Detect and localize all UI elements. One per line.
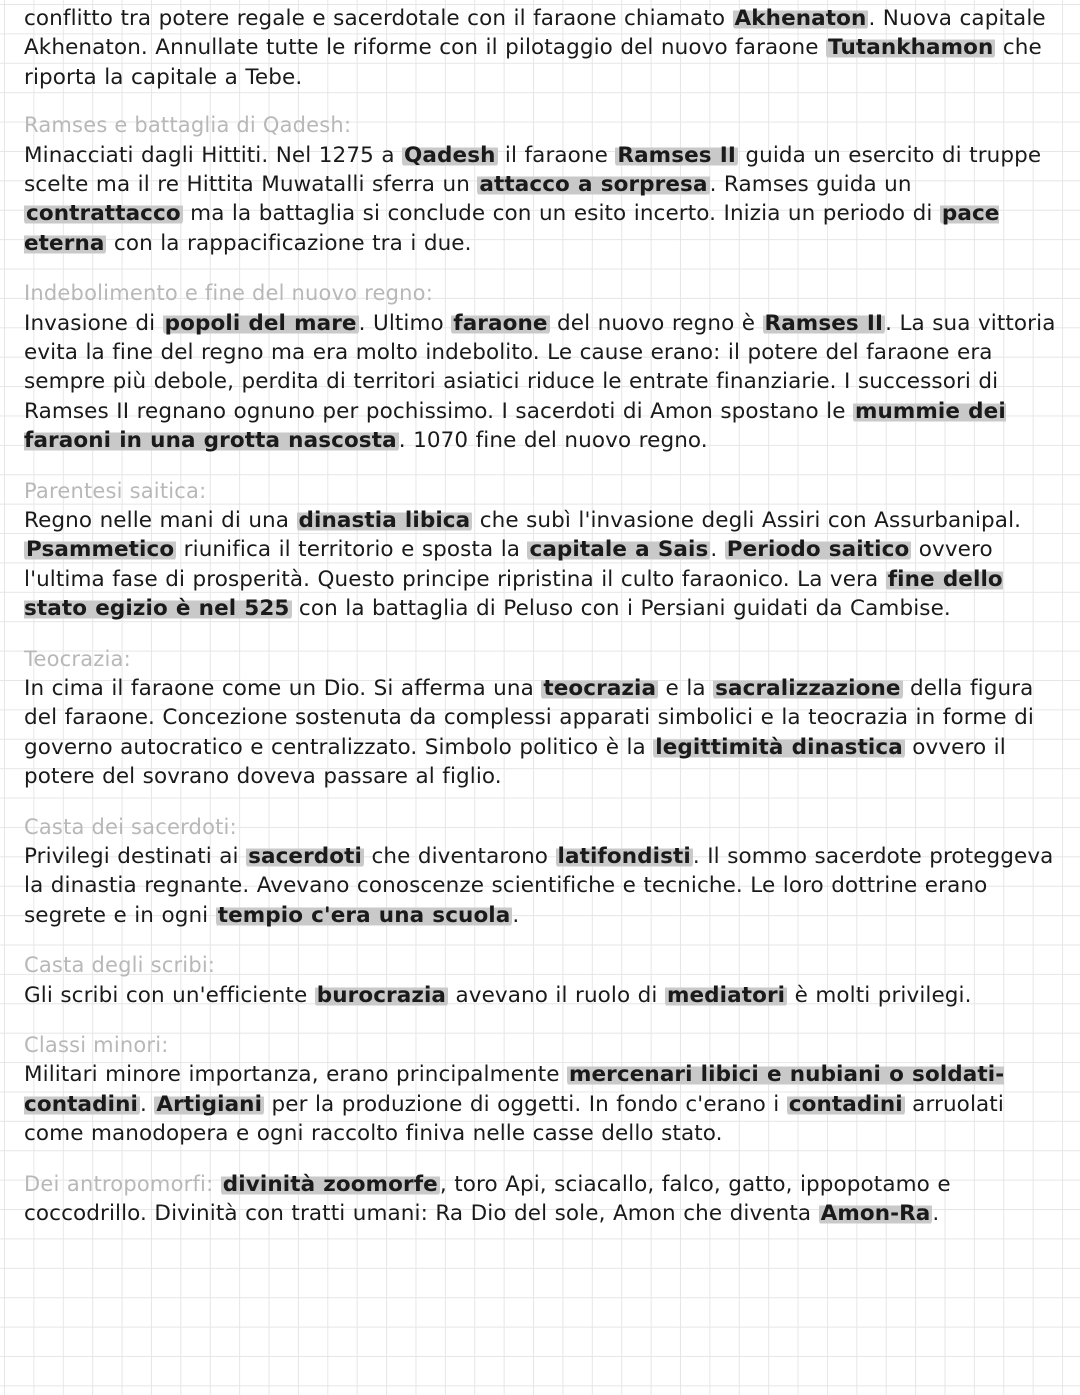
body-text: . Nuova capitale Akhenaton. Annullate tutte le riforme con il pilotaggio del nuovo faraone: [24, 6, 1046, 61]
highlighted-text: fine dello stato egizio è nel 525: [24, 566, 1003, 622]
body-text: avevano il ruolo di: [448, 982, 665, 1008]
highlighted-text: mummie dei faraoni in una grotta nascosta: [24, 398, 1006, 454]
body-text: che subì l'invasione degli Assiri con Assurbanipal.: [472, 508, 1022, 534]
body-text: con la battaglia di Peluso con i Persiani guidati da Cambise.: [291, 596, 951, 622]
body-text: Invasione di: [24, 310, 163, 336]
section-new-kingdom-end: [24, 279, 1064, 455]
section-heading: Teocrazia:: [24, 646, 131, 671]
section-heading: Casta degli scribi:: [24, 953, 216, 978]
paragraph: [24, 842, 1064, 930]
body-text: arruolati come manodopera e ogni raccolto finiva nelle casse dello stato.: [24, 1091, 1004, 1147]
body-text: . Ramses guida un: [709, 172, 912, 198]
section-heading: Casta dei sacerdoti:: [24, 814, 237, 839]
highlighted-text: Psammetico: [26, 537, 175, 563]
section-heading: Indebolimento e fine del nuovo regno:: [24, 281, 434, 306]
body-text: ovvero l'ultima fase di prosperità. Questo principe ripristina il culto faraonico. La vera: [24, 537, 993, 592]
paragraph: [24, 141, 1064, 259]
highlighted-text: sacerdoti: [248, 844, 363, 870]
section-scribes: [24, 951, 1064, 1010]
body-text: . La sua vittoria evita la fine del regno ma era molto indebolito. Le cause erano: il potere del faraone era sempre più debole, perdita di territori asiatici riduce le entrate finanziarie. I successori di Ramses II regnano ognuno per pochissimo. I sacerdoti di Amon spostano le: [24, 310, 1056, 424]
body-text: . Il sommo sacerdote proteggeva la dinastia regnante. Avevano conoscenze scientifiche e tecniche. Le loro dottrine erano segrete e in ogni: [24, 844, 1054, 928]
section-gods: [24, 1170, 1064, 1229]
section-minor-classes: [24, 1031, 1064, 1149]
highlighted-text: tempio c'era una scuola: [217, 902, 511, 928]
highlighted-text: attacco a sorpresa: [479, 172, 708, 198]
body-text: Gli scribi con un'efficiente: [24, 982, 315, 1008]
section-heading: Classi minori:: [24, 1033, 169, 1058]
highlighted-text: sacralizzazione: [715, 676, 901, 702]
highlighted-text: Artigiani: [156, 1091, 263, 1117]
body-text: riunifica il territorio e sposta la: [176, 537, 528, 563]
body-text: con la rappacificazione tra i due.: [106, 230, 472, 256]
body-text: . Ultimo: [358, 310, 452, 336]
highlighted-text: latifondisti: [557, 844, 691, 870]
highlighted-text: popoli del mare: [164, 310, 357, 336]
body-text: che riporta la capitale a Tebe.: [24, 35, 1042, 90]
body-text: .: [139, 1091, 155, 1117]
highlighted-text: faraone: [453, 310, 548, 336]
section-heading: Dei antropomorfi:: [24, 1171, 214, 1196]
highlighted-text: Amon-Ra: [820, 1201, 931, 1227]
highlighted-text: contrattacco: [26, 201, 181, 227]
body-text: .: [512, 902, 520, 928]
highlighted-text: Akhenaton: [734, 6, 867, 31]
body-text: .: [710, 537, 725, 563]
highlighted-text: contadini: [788, 1091, 903, 1117]
highlighted-text: legittimità dinastica: [655, 734, 903, 760]
section-intro: [24, 4, 1064, 92]
body-text: del nuovo regno è: [549, 310, 763, 336]
highlighted-text: divinità zoomorfe: [222, 1171, 438, 1197]
body-text: che diventarono: [364, 844, 556, 870]
body-text: Minacciati dagli Hittiti. Nel 1275 a: [24, 142, 403, 168]
section-qadesh: [24, 111, 1064, 258]
body-text: , toro Api, sciacallo, falco, gatto, ippopotamo e coccodrillo. Divinità con tratti umani: Ra Dio del sole, Amon che diventa: [24, 1171, 951, 1227]
body-text: . 1070 fine del nuovo regno.: [398, 428, 708, 454]
section-priests: [24, 813, 1064, 931]
body-text: ma la battaglia si conclude con un esito incerto. Inizia un periodo di: [182, 201, 940, 227]
body-text: della figura del faraone. Concezione sostenuta da complessi apparati simbolici e la teocrazia in forme di governo autocratico e centralizzato. Simbolo politico è la: [24, 676, 1034, 760]
body-text: per la produzione di oggetti. In fondo c'erano i: [264, 1091, 787, 1117]
body-text: Militari minore importanza, erano principalmente: [24, 1062, 567, 1088]
body-text: conflitto tra potere regale e sacerdotale con il faraone chiamato: [24, 6, 733, 31]
section-heading: Ramses e battaglia di Qadesh:: [24, 113, 352, 138]
paragraph: [24, 1060, 1064, 1148]
body-text: guida un esercito di truppe scelte ma il re Hittita Muwatalli sferra un: [24, 142, 1042, 198]
body-text: .: [932, 1201, 940, 1227]
highlighted-text: mercenari libici e nubiani o soldati-contadini: [24, 1062, 1005, 1117]
paragraph: [24, 1170, 1064, 1229]
paragraph: [24, 4, 1064, 92]
body-text: ovvero il potere del sovrano doveva passare al figlio.: [24, 734, 1006, 790]
highlighted-text: dinastia libica: [298, 508, 471, 534]
body-text: In cima il faraone come un Dio. Si afferma una: [24, 676, 542, 702]
body-text: Privilegi destinati ai: [24, 844, 247, 870]
highlighted-text: Ramses II: [764, 310, 884, 336]
highlighted-text: Ramses II: [617, 142, 736, 168]
highlighted-text: Periodo saitico: [726, 537, 910, 563]
highlighted-text: burocrazia: [316, 982, 447, 1008]
body-text: è molti privilegi.: [787, 982, 972, 1008]
body-text: Regno nelle mani di una: [24, 508, 297, 534]
highlighted-text: Qadesh: [404, 142, 496, 168]
paragraph: [24, 674, 1064, 792]
section-saite: [24, 477, 1064, 624]
section-heading: Parentesi saitica:: [24, 478, 207, 503]
body-text: il faraone: [497, 142, 616, 168]
paragraph: [24, 981, 1064, 1010]
highlighted-text: mediatori: [666, 982, 786, 1008]
highlighted-text: teocrazia: [543, 676, 657, 702]
paragraph: [24, 309, 1064, 456]
notes-page: [24, 4, 1064, 1250]
highlighted-text: pace eterna: [24, 201, 1000, 256]
highlighted-text: Tutankhamon: [828, 35, 994, 61]
paragraph: [24, 506, 1064, 624]
highlighted-text: capitale a Sais: [529, 537, 709, 563]
section-theocracy: [24, 645, 1064, 792]
body-text: e la: [658, 676, 714, 702]
